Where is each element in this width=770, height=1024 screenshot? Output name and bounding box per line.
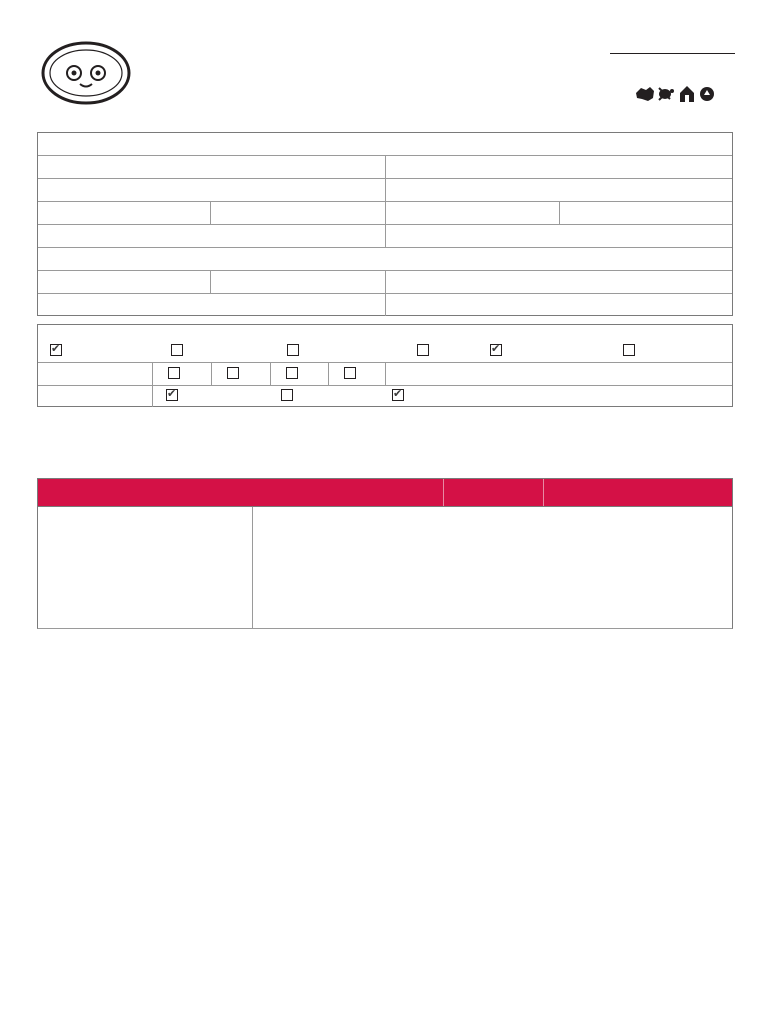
organisation-field[interactable] — [38, 248, 732, 270]
amenity-area-checkbox[interactable] — [281, 389, 293, 401]
group-straws-cutlery — [37, 507, 733, 629]
amdi-logo — [610, 52, 735, 55]
form-row-locality — [38, 156, 732, 179]
house-icon — [680, 86, 694, 102]
carpark-option[interactable] — [389, 389, 404, 402]
table-header — [37, 478, 733, 507]
bags-field[interactable] — [38, 271, 210, 293]
weight-field[interactable] — [210, 271, 385, 293]
form-row-town — [38, 179, 732, 202]
form-row-location — [38, 133, 732, 156]
location-field[interactable] — [38, 133, 732, 155]
form-row-contact — [38, 225, 732, 248]
road-field[interactable] — [385, 179, 732, 201]
address-line — [150, 94, 610, 108]
volunteers-field[interactable] — [559, 202, 732, 224]
adjoining-land-field[interactable] — [385, 294, 732, 316]
turtle-icon — [659, 88, 674, 100]
date-field[interactable] — [38, 202, 210, 224]
amdi-line2 — [610, 53, 735, 55]
inland-waterway-checkbox[interactable] — [287, 344, 299, 356]
built-drainage-checkbox[interactable] — [171, 344, 183, 356]
coastal-shoreline-checkbox[interactable] — [490, 344, 502, 356]
land-use-area-checkbox[interactable] — [166, 389, 178, 401]
finish-time-field[interactable] — [385, 202, 559, 224]
town-field[interactable] — [38, 179, 385, 201]
land-use-area-option[interactable] — [163, 389, 178, 402]
underwater-option[interactable] — [620, 344, 635, 357]
width-field[interactable] — [38, 294, 385, 316]
contact-field[interactable] — [38, 225, 385, 247]
tangaroa-blue-logo — [40, 40, 132, 106]
underwater-checkbox[interactable] — [623, 344, 635, 356]
form-row-width — [38, 294, 732, 317]
built-drainage-option[interactable] — [168, 344, 183, 357]
header-item — [38, 479, 443, 506]
transect-row — [38, 362, 732, 386]
transect-option-2[interactable] — [221, 367, 239, 380]
group-rows — [38, 507, 732, 628]
transect-1-checkbox[interactable] — [168, 367, 180, 379]
start-time-field[interactable] — [210, 202, 385, 224]
transect-3-checkbox[interactable] — [286, 367, 298, 379]
transect-option-4[interactable] — [338, 367, 356, 380]
land-use-form — [37, 324, 733, 407]
inland-waterway-option[interactable] — [284, 344, 299, 357]
form-row-organisation — [38, 248, 732, 271]
header-tally — [543, 479, 732, 506]
transect-option-3[interactable] — [280, 367, 298, 380]
on-the-ground-checkbox[interactable] — [50, 344, 62, 356]
section-row — [38, 385, 732, 407]
form-row-date — [38, 202, 732, 225]
coastal-shoreline-option[interactable] — [487, 344, 502, 357]
transect-4-checkbox[interactable] — [344, 367, 356, 379]
amenity-area-option[interactable] — [278, 389, 293, 402]
australia-icon — [636, 87, 654, 101]
on-the-ground-option[interactable] — [47, 344, 62, 357]
locality-field[interactable] — [38, 156, 385, 178]
length-field[interactable] — [385, 271, 732, 293]
transect-2-checkbox[interactable] — [227, 367, 239, 379]
plastic-items-table — [37, 478, 733, 629]
land-use-row — [38, 325, 732, 363]
amdi-icons — [634, 83, 718, 105]
transect-option-1[interactable] — [162, 367, 180, 380]
form-row-bags — [38, 271, 732, 294]
recycle-icon — [700, 87, 714, 101]
phone-email-field[interactable] — [385, 225, 732, 247]
postcode-field[interactable] — [385, 156, 732, 178]
estuary-checkbox[interactable] — [417, 344, 429, 356]
carpark-checkbox[interactable] — [392, 389, 404, 401]
estuary-option[interactable] — [414, 344, 429, 357]
header-total — [443, 479, 543, 506]
site-details-form — [37, 132, 733, 316]
